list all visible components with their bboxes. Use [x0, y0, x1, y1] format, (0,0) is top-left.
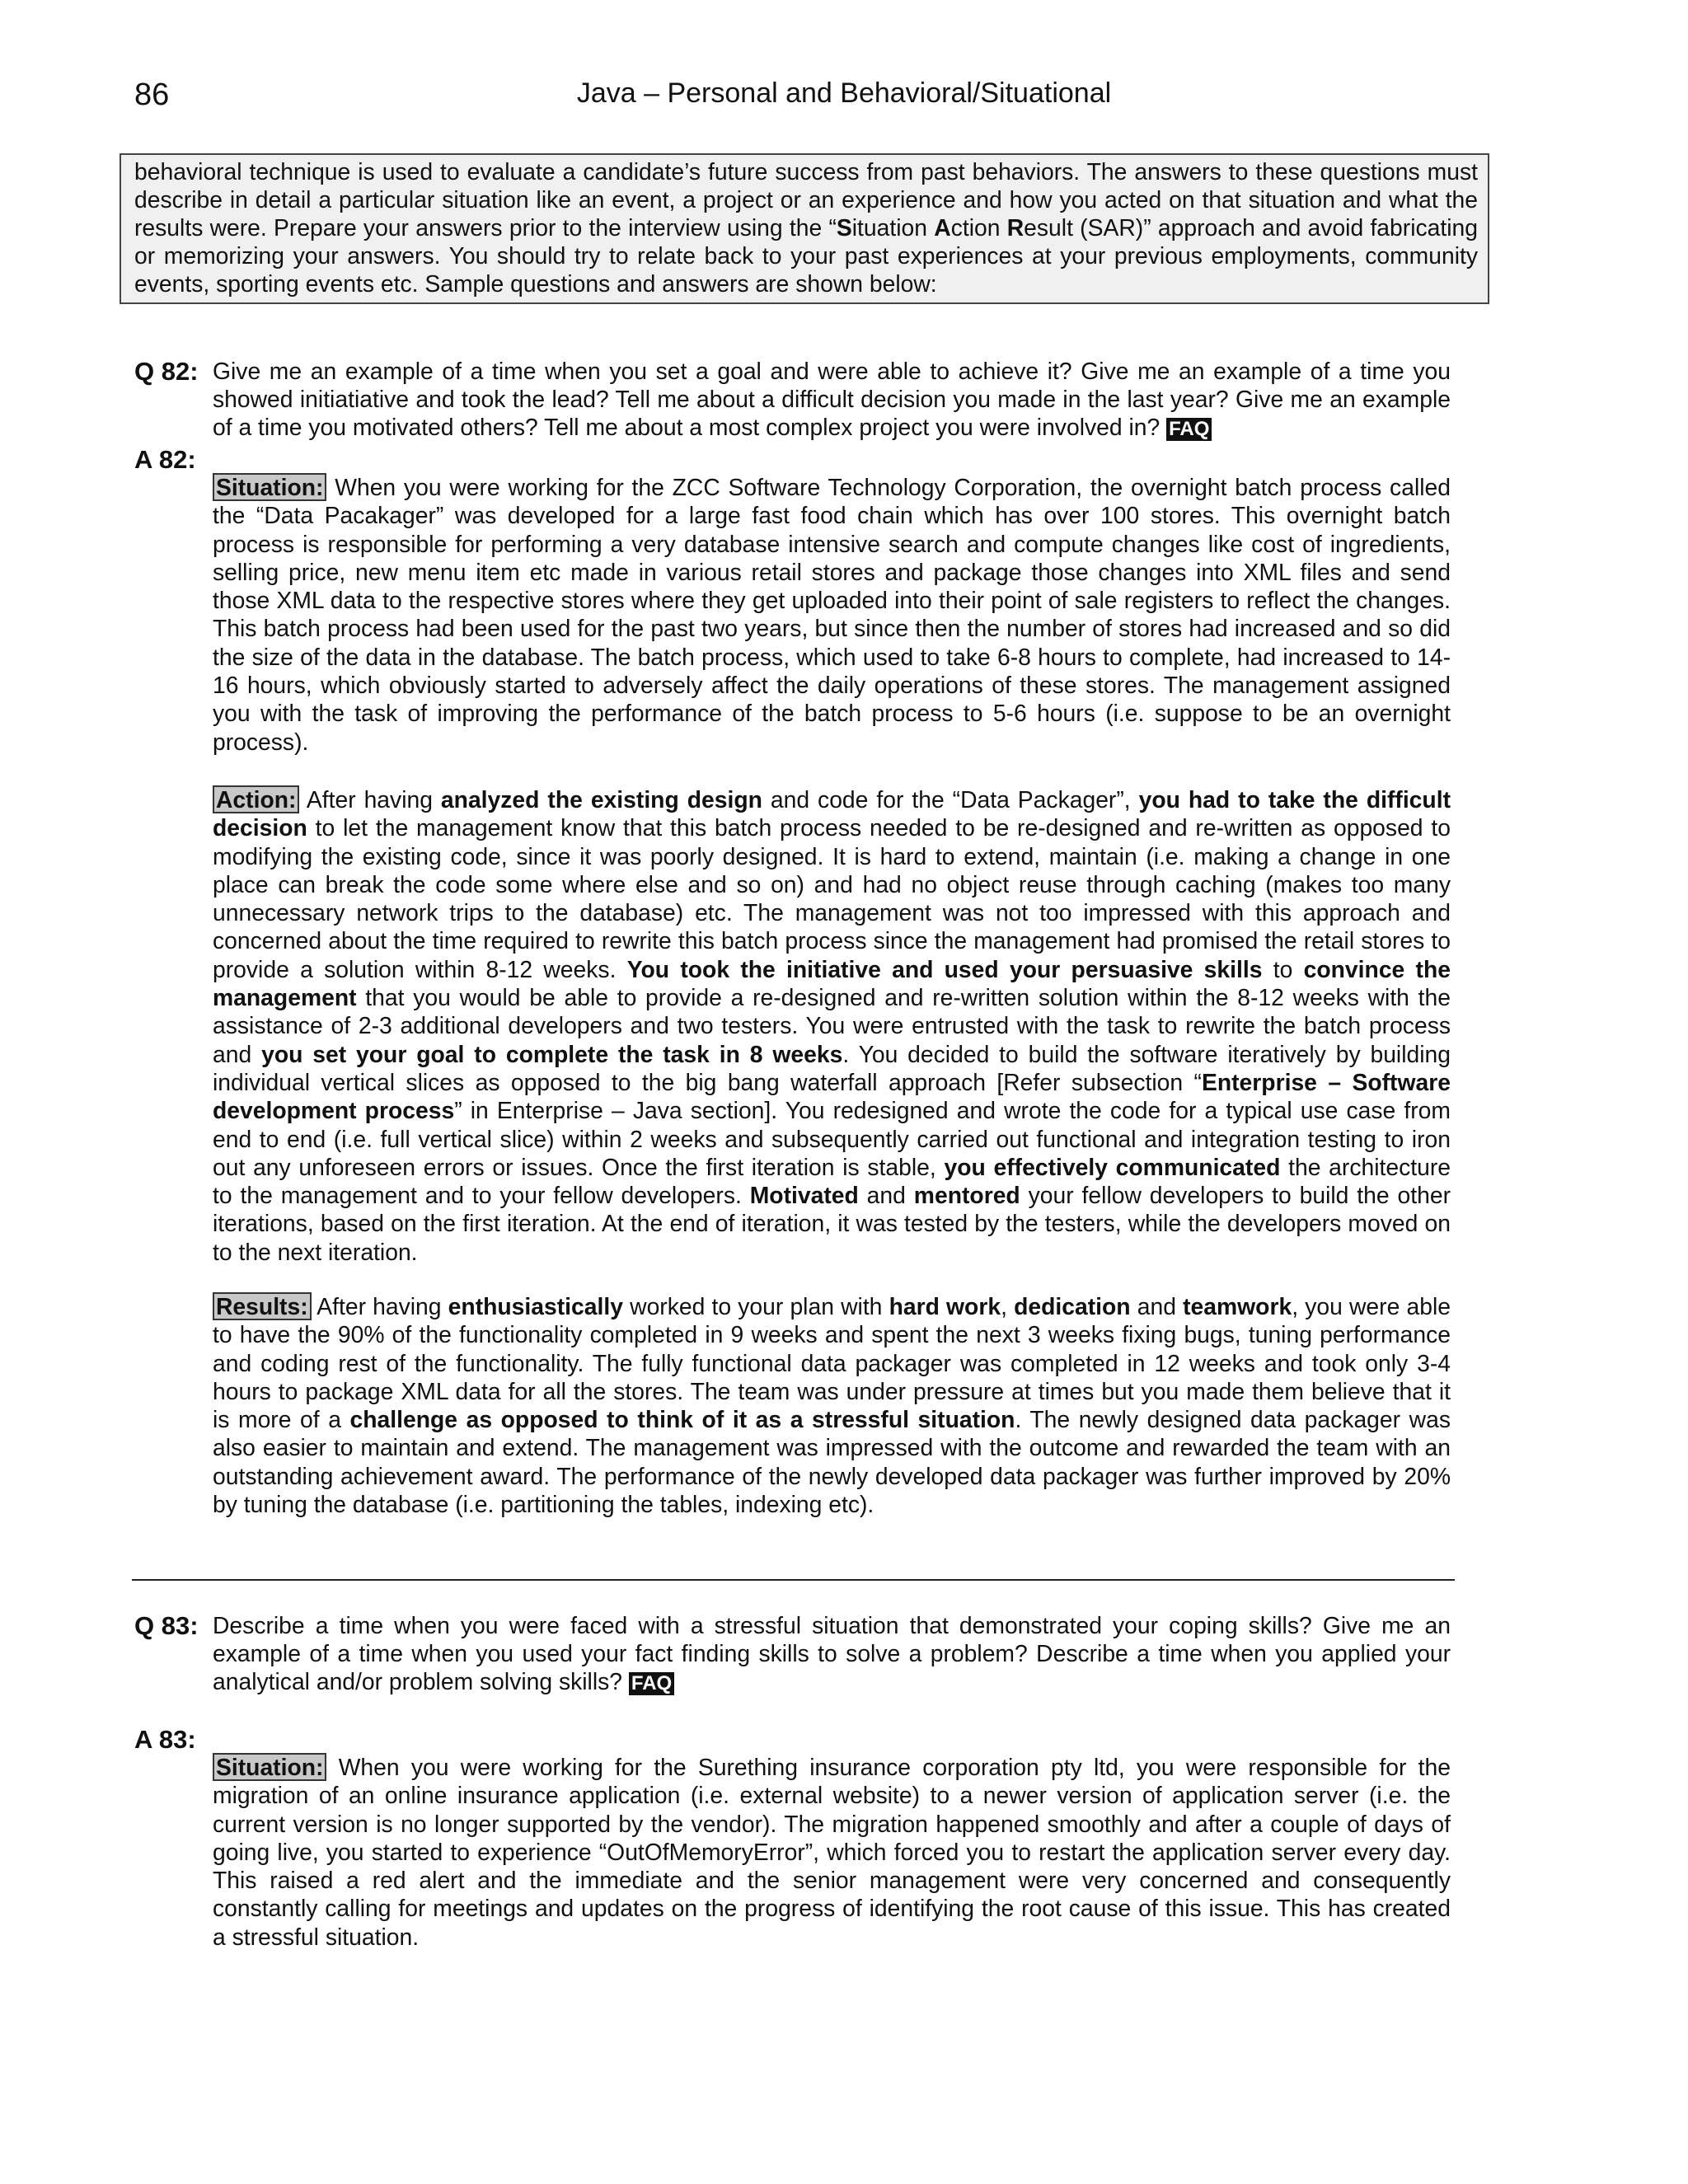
- action-t1: After having: [299, 786, 441, 813]
- situation-tag: Situation:: [213, 473, 326, 501]
- page-number: 86: [134, 77, 170, 112]
- question-83-label: Q 83:: [134, 1611, 199, 1640]
- answer-83-situation: [213, 1753, 1451, 1951]
- results-b4: teamwork: [1183, 1293, 1292, 1319]
- question-83-body: Describe a time when you were faced with a stressful situation that demonstrated your coping skills? Give me an example of a time when you used your fact finding skills to solve a problem? Describe a time when you applied your analytical and/or problem solving skills?: [213, 1612, 1451, 1694]
- action-t8: the architecture to the management and to your fellow developers.: [213, 1153, 1451, 1209]
- situation-tag: Situation:: [213, 1753, 326, 1781]
- action-tag: Action:: [213, 785, 299, 813]
- intro-text: behavioral technique is used to evaluate a candidate’s future success from past behaviors. The answers to these questions must describe in detail a particular situation like an event, a project or an experience and how you acted on that situation and what the results were. Prepare your answers prior to the interview using the “: [134, 158, 1478, 241]
- question-83-text: [213, 1611, 1451, 1695]
- action-t3: to let the management know that this batch process needed to be re-designed and re-written as opposed to modifying the existing code, since it was poorly designed. It is hard to extend, maintain (i.e. making a change in one place can break the code some where else and so on) and had no object reuse through caching (makes too many unnecessary network trips to the database) etc. The management was not too impressed with this approach and concerned about the time required to rewrite this batch process since the management had promised the retail stores to provide a solution within 8-12 weeks.: [213, 814, 1451, 982]
- action-b3: You took the initiative and used your persuasive skills: [626, 955, 1263, 982]
- intro-r: R: [1006, 214, 1025, 241]
- results-b1: enthusiastically: [448, 1293, 623, 1319]
- running-title: Java – Personal and Behavioral/Situational: [576, 77, 1112, 109]
- answer-83-situation-text: When you were working for the Surething insurance corporation pty ltd, you were responsible for the migration of an online insurance application (i.e. external website) to a newer version of application server (i.e. the current version is no longer supported by the vendor). The migration happened smoothly and after a couple of days of going live, you started to experience “OutOfMemoryError”, which forced you to restart the application server every day. This raised a red alert and the immediate and the senior management were very concerned and consequently constantly calling for meetings and updates on the progress of identifying the root cause of this issue. This has created a stressful situation.: [213, 1754, 1451, 1950]
- action-b9: mentored: [913, 1182, 1020, 1209]
- answer-83-label: A 83:: [134, 1725, 196, 1754]
- action-b8: Motivated: [749, 1182, 859, 1209]
- action-b5: you set your goal to complete the task in 8 weeks: [261, 1040, 843, 1067]
- results-t4: and: [1130, 1293, 1184, 1319]
- answer-82-situation-text: When you were working for the ZCC Software Technology Corporation, the overnight batch process called the “Data Pacakager” was developed for a large fast food chain which has over 100 stores. This overnight batch process is responsible for performing a very database intensive search and compute changes like cost of ingredients, selling price, new menu item etc made in various retail stores and package those changes into XML files and send those XML data to the respective stores where they get uploaded into their point of sale registers to reflect the changes. This batch process had been used for the past two years, but since then the number of stores had increased and so did the size of the data in the database. The batch process, which used to take 6-8 hours to complete, had increased to 14-16 hours, which obviously started to adversely affect the daily operations of these stores. The management assigned you with the task of improving the performance of the batch process to 5-6 hours (i.e. suppose to be an overnight process).: [213, 474, 1451, 755]
- action-b7: you effectively communicated: [944, 1153, 1281, 1180]
- question-82: [134, 357, 1451, 441]
- answer-82-action: [213, 785, 1451, 1266]
- results-t3: ,: [1001, 1293, 1015, 1319]
- action-b6: Enterprise – Software development process: [213, 1068, 1451, 1124]
- results-t6: . The newly designed data packager was also easier to maintain and extend. The management was impressed with the outcome and rewarded the team with an outstanding achievement award. The performance of the newly developed data packager was further improved by 20% by tuning the database (i.e. partitioning the tables, indexing etc).: [213, 1406, 1451, 1518]
- action-t2: and code for the “Data Packager”,: [762, 786, 1139, 813]
- action-t6: . You decided to build the software iteratively by building individual vertical slices as opposed to the big bang waterfall approach [Refer subsection “: [213, 1040, 1451, 1095]
- action-b2: you had to take the difficult decision: [213, 786, 1451, 841]
- question-82-body: Give me an example of a time when you set a goal and were able to achieve it? Give me an example of a time you showed initiatiative and took the lead? Tell me about a difficult decision you made in the last year? Give me an example of a time you motivated others? Tell me about a most complex project you were involved in?: [213, 358, 1451, 440]
- answer-82-situation: [213, 473, 1451, 756]
- question-82-text: [213, 357, 1451, 441]
- answer-82-label: A 82:: [134, 445, 196, 474]
- action-t5: that you would be able to provide a re-designed and re-written solution within the 8-12 weeks with the assistance of 2-3 additional developers and two testers. You were entrusted with the task to rewrite the batch process and: [213, 984, 1451, 1067]
- section-divider: [132, 1579, 1455, 1581]
- question-82-label: Q 82:: [134, 357, 199, 386]
- intro-box: [120, 153, 1489, 304]
- intro-text-2: esult (SAR)” approach and avoid fabricating or memorizing your answers. You should try to relate back to your past experiences at your previous employments, community events, sporting events etc. Sample questions and answers are shown below:: [134, 214, 1478, 297]
- action-t7: ” in Enterprise – Java section]. You redesigned and wrote the code for a typical use case from end to end (i.e. full vertical slice) within 2 weeks and subsequently carried out functional and integration testing to iron out any unforeseen errors or issues. Once the first iteration is stable,: [213, 1097, 1451, 1180]
- intro-s-rest: ituation: [851, 214, 935, 241]
- intro-a: A: [934, 214, 951, 241]
- results-t2: worked to your plan with: [622, 1293, 889, 1319]
- action-b1: analyzed the existing design: [440, 786, 762, 813]
- action-t4: to: [1262, 955, 1304, 982]
- results-t1: After having: [311, 1293, 448, 1319]
- results-t5: , you were able to have the 90% of the functionality completed in 9 weeks and spent the next 3 weeks fixing bugs, tuning performance and coding rest of the functionality. The fully functional data packager was completed in 12 weeks and took only 3-4 hours to package XML data for all the stores. The team was under pressure at times but you made them believe that it is more of a: [213, 1293, 1451, 1433]
- results-b5: challenge as opposed to think of it as a stressful situation: [349, 1406, 1015, 1433]
- results-b3: dedication: [1014, 1293, 1131, 1319]
- intro-s: S: [836, 214, 852, 241]
- action-t9: and: [858, 1182, 914, 1209]
- faq-badge: FAQ: [1166, 418, 1212, 441]
- results-tag: Results:: [213, 1292, 312, 1320]
- intro-a-rest: ction: [950, 214, 1007, 241]
- action-b4: convince the management: [213, 955, 1451, 1011]
- faq-badge: FAQ: [629, 1672, 674, 1695]
- results-b2: hard work: [889, 1293, 1001, 1319]
- question-83: [134, 1611, 1451, 1695]
- answer-82-results: [213, 1292, 1451, 1518]
- action-t10: your fellow developers to build the other iterations, based on the first iteration. At the end of iteration, it was tested by the testers, while the developers moved on to the next iteration.: [213, 1182, 1451, 1265]
